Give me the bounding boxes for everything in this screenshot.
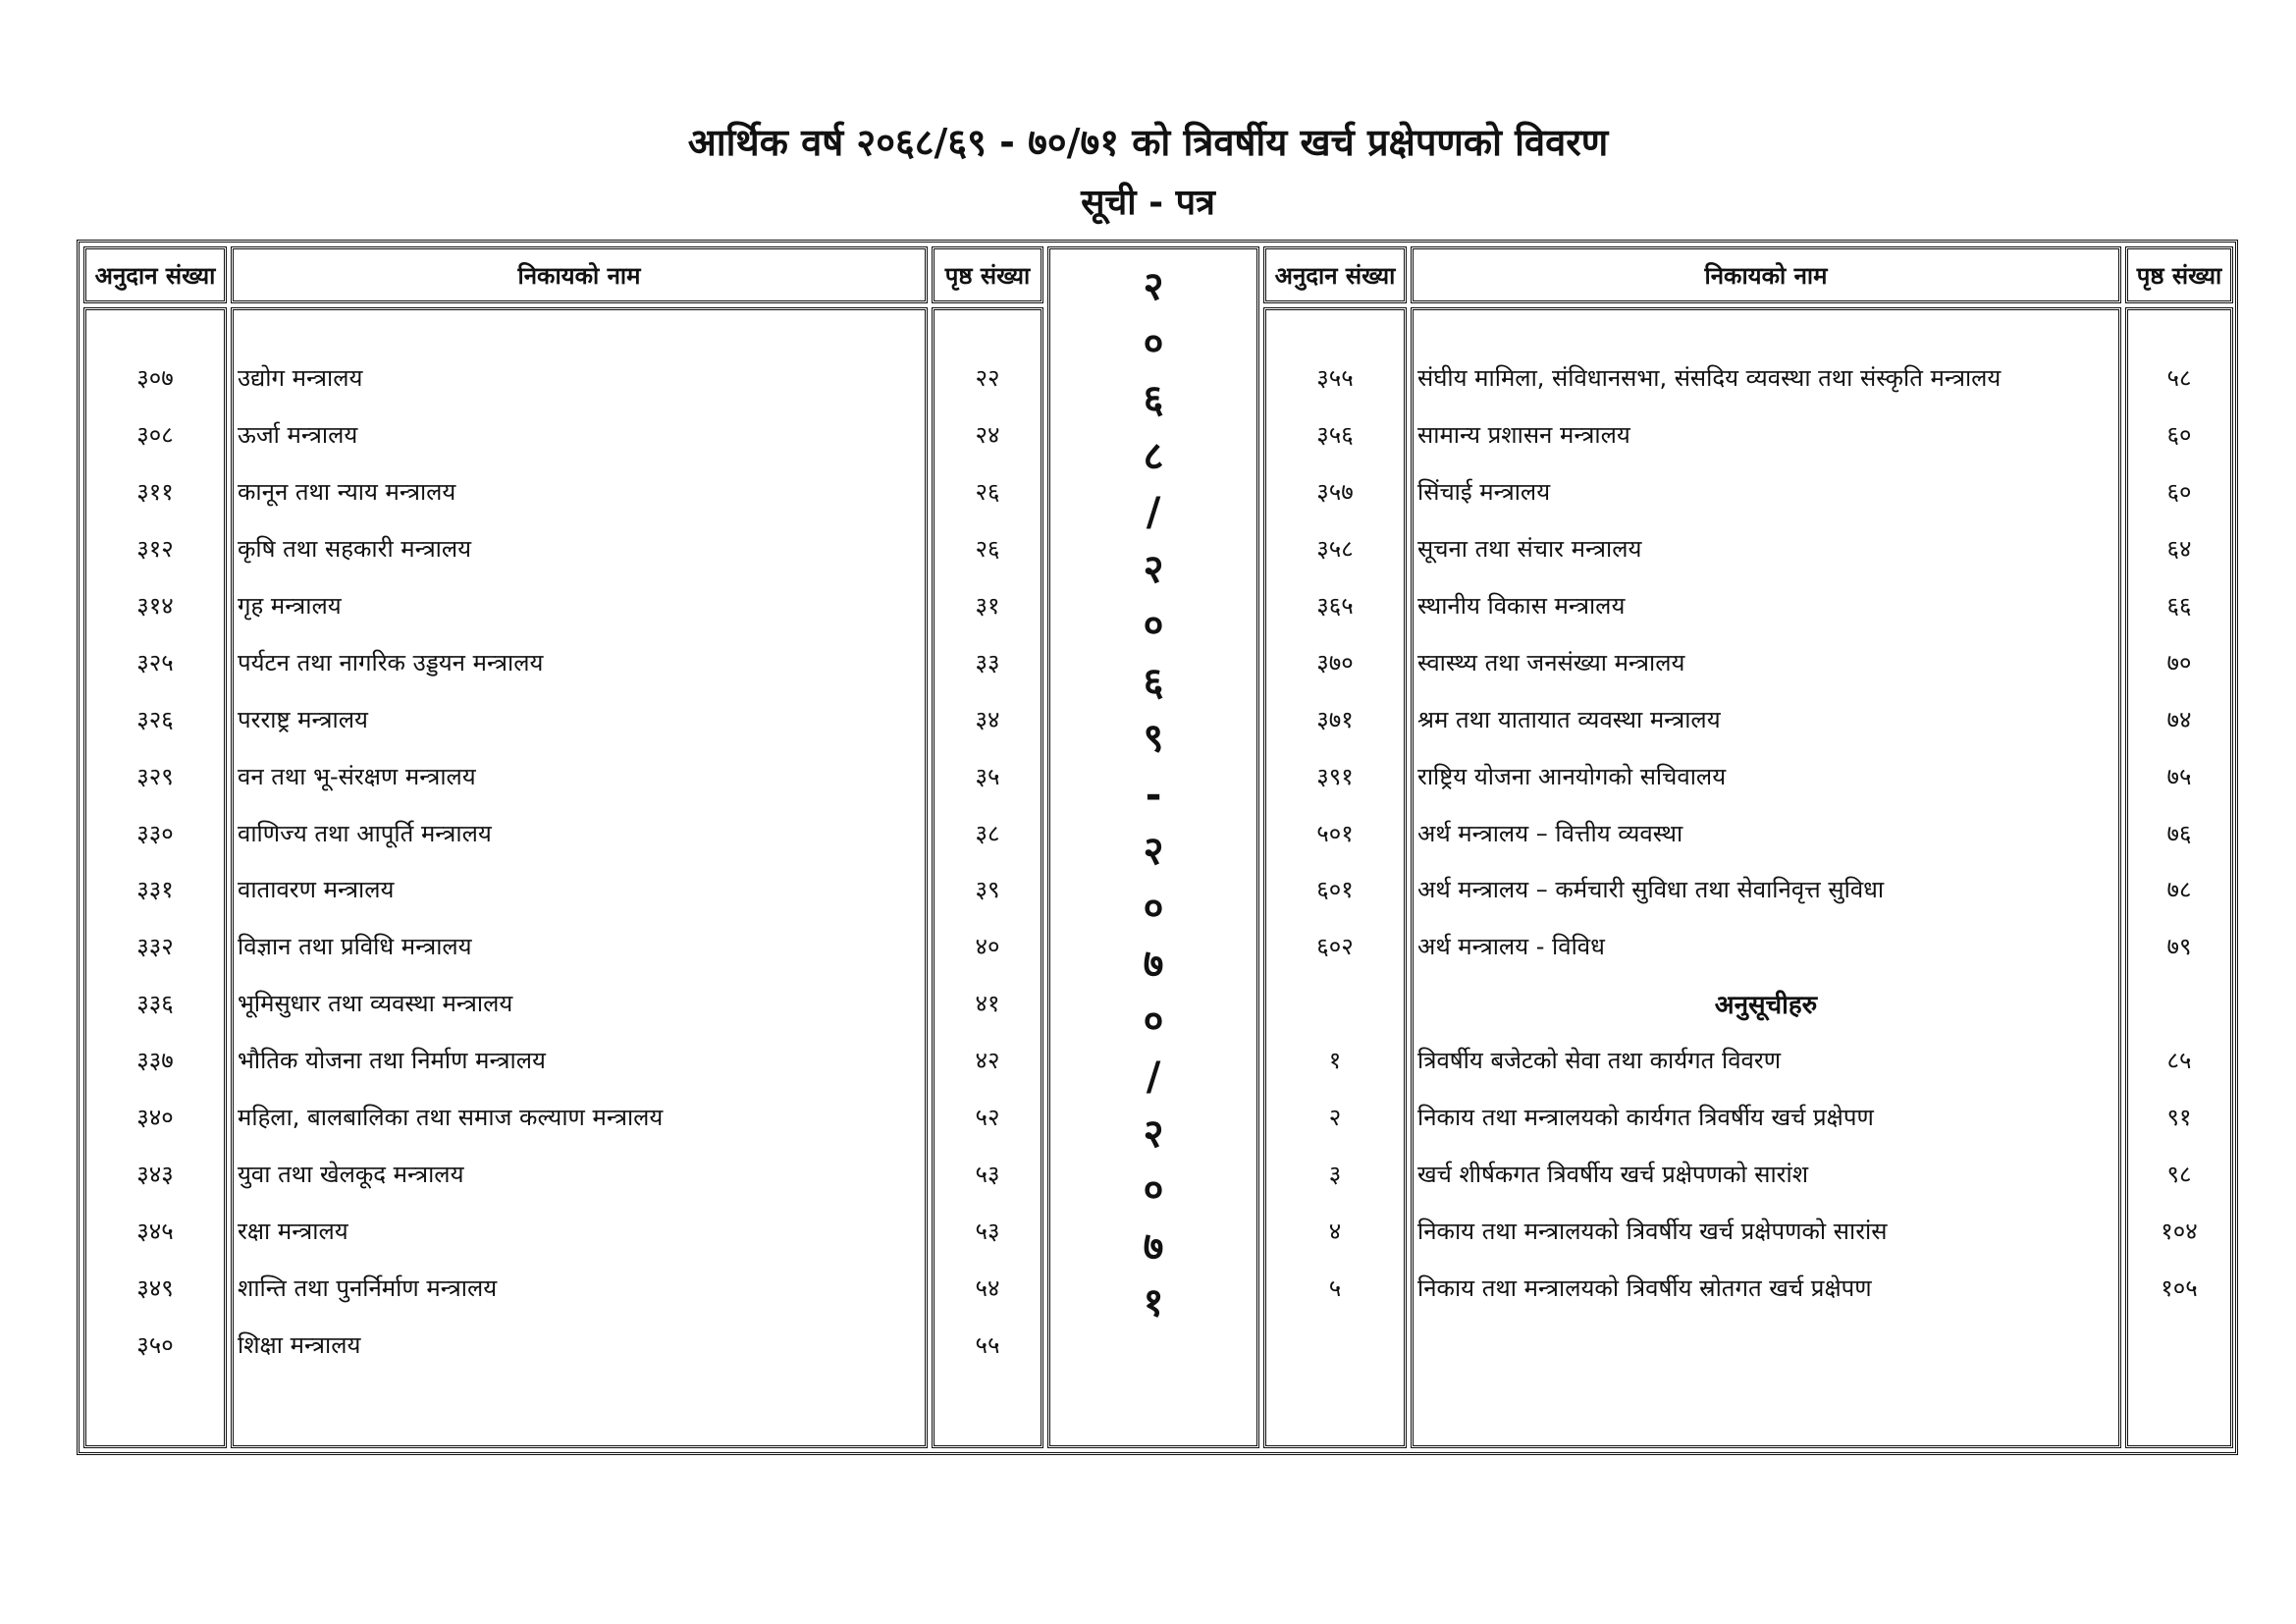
left-agency-name-cell: पर्यटन तथा नागरिक उड्डयन मन्त्रालय (238, 648, 544, 677)
left-agency-name-cell: शिक्षा मन्त्रालय (238, 1330, 361, 1359)
left-agency-name-cell: वातावरण मन्त्रालय (238, 876, 395, 904)
right-agency-name-cell: स्वास्थ्य तथा जनसंख्या मन्त्रालय (1417, 648, 1685, 677)
left-grant-column (83, 307, 227, 1448)
right-grant-cell: ३५७ (1316, 478, 1354, 507)
left-page-cell: ५२ (975, 1104, 1000, 1132)
annex-no-cell: २ (1328, 1104, 1342, 1132)
left-page-cell: ४० (975, 933, 1000, 961)
left-agency-name-cell: वन तथा भू-संरक्षण मन्त्रालय (238, 762, 476, 790)
vertical-char: ० (1143, 1167, 1164, 1213)
left-grant-cell: ३११ (136, 478, 174, 507)
left-grant-cell: ३०८ (136, 421, 174, 450)
index-table (77, 240, 2238, 1455)
left-agency-name-cell: कानून तथा न्याय मन्त्रालय (238, 478, 456, 507)
annex-name-cell: निकाय तथा मन्त्रालयको कार्यगत त्रिवर्षीय खर्च प्रक्षेपण (1417, 1104, 1874, 1132)
annex-name-cell: त्रिवर्षीय बजेटको सेवा तथा कार्यगत विवरण (1417, 1047, 1782, 1075)
vertical-fiscal-year-label (1047, 246, 1259, 1448)
right-grant-cell: ६०१ (1316, 876, 1354, 904)
annex-no-cell: ५ (1328, 1273, 1342, 1302)
right-agency-name-cell: श्रम तथा यातायात व्यवस्था मन्त्रालय (1417, 705, 1721, 733)
annex-no-cell: ३ (1328, 1160, 1342, 1188)
right-agency-name-cell: अर्थ मन्त्रालय – वित्तीय व्यवस्था (1417, 819, 1683, 847)
left-page-cell: ५३ (975, 1217, 1000, 1245)
left-agency-name-cell: वाणिज्य तथा आपूर्ति मन्त्रालय (238, 819, 492, 847)
right-page-cell: ७० (2166, 648, 2192, 677)
left-page-cell: ३१ (975, 592, 1000, 620)
left-grant-cell: ३३२ (136, 933, 174, 961)
vertical-char: ० (1143, 320, 1164, 366)
left-page-cell: २६ (975, 478, 1000, 507)
left-agency-name-cell: रक्षा मन्त्रालय (238, 1217, 348, 1245)
vertical-char: २ (1143, 1110, 1164, 1157)
vertical-char: २ (1143, 546, 1164, 592)
left-grant-cell: ३४९ (136, 1273, 174, 1302)
annex-name-cell: निकाय तथा मन्त्रालयको त्रिवर्षीय स्रोतगत खर्च प्रक्षेपण (1417, 1273, 1872, 1302)
right-grant-cell: ३५५ (1316, 364, 1354, 393)
left-grant-cell: ३१२ (136, 535, 174, 564)
vertical-char: २ (1143, 264, 1164, 309)
left-page-cell: ५५ (975, 1330, 1000, 1359)
right-page-cell: ७९ (2166, 933, 2192, 961)
right-grant-cell: ३६५ (1316, 592, 1354, 620)
left-grant-cell: ३२६ (136, 705, 174, 733)
left-agency-name-cell: गृह मन्त्रालय (238, 592, 342, 620)
right-page-cell: ७४ (2166, 705, 2192, 733)
left-grant-cell: ३४० (136, 1104, 174, 1132)
right-page-cell: ५८ (2166, 364, 2192, 393)
left-page-cell: २४ (975, 421, 1000, 450)
left-page-cell: ३५ (975, 762, 1000, 790)
left-page-cell: ३८ (975, 819, 1000, 847)
left-agency-name-cell: भौतिक योजना तथा निर्माण मन्त्रालय (238, 1047, 546, 1075)
right-grant-cell: ३५६ (1316, 421, 1354, 450)
left-grant-cell: ३३६ (136, 990, 174, 1018)
vertical-char: ६ (1143, 377, 1164, 422)
left-grant-cell: ३४५ (136, 1217, 174, 1245)
left-agency-name-cell: युवा तथा खेलकूद मन्त्रालय (238, 1160, 464, 1188)
left-page-cell: ३९ (975, 876, 1000, 904)
right-agency-name-cell: सूचना तथा संचार मन्त्रालय (1417, 535, 1642, 564)
header-page-no-right: पृष्ठ संख्या (2125, 246, 2233, 303)
annex-spacer (2128, 975, 2230, 1032)
left-grant-cell: ३२९ (136, 762, 174, 790)
vertical-char: ० (1143, 603, 1164, 648)
right-name-column (1411, 307, 2121, 1448)
right-agency-name-cell: सिंचाई मन्त्रालय (1417, 478, 1551, 507)
right-grant-cell: ५०१ (1316, 819, 1354, 847)
annex-page-cell: १०५ (2161, 1273, 2198, 1302)
right-grant-column (1263, 307, 1407, 1448)
vertical-char: १ (1143, 1280, 1164, 1326)
annex-no-cell: ४ (1328, 1217, 1342, 1245)
annex-page-cell: ९८ (2166, 1160, 2192, 1188)
right-grant-cell: ३७० (1316, 648, 1354, 677)
left-agency-name-cell: उद्योग मन्त्रालय (238, 364, 363, 393)
annex-page-cell: ९१ (2166, 1104, 2192, 1132)
right-page-cell: ७५ (2166, 762, 2192, 790)
vertical-char: ७ (1143, 1223, 1164, 1270)
right-page-column (2125, 307, 2233, 1448)
annex-spacer (1266, 975, 1404, 1032)
left-agency-name-cell: कृषि तथा सहकारी मन्त्रालय (238, 535, 472, 564)
left-agency-name-cell: परराष्ट्र मन्त्रालय (238, 705, 368, 733)
right-grant-cell: ३७१ (1316, 705, 1354, 733)
annex-name-cell: खर्च शीर्षकगत त्रिवर्षीय खर्च प्रक्षेपणको सारांश (1417, 1160, 1809, 1188)
annex-page-cell: ८५ (2166, 1047, 2192, 1075)
annex-page-cell: १०४ (2161, 1217, 2198, 1245)
document-title: आर्थिक वर्ष २०६८/६९ - ७०/७१ को त्रिवर्षीय खर्च प्रक्षेपणको विवरण (687, 121, 1609, 164)
left-agency-name-cell: ऊर्जा मन्त्रालय (238, 421, 358, 450)
vertical-char: ७ (1143, 942, 1164, 987)
right-page-cell: ६४ (2166, 535, 2192, 564)
left-page-cell: ४२ (975, 1047, 1000, 1075)
left-grant-cell: ३४३ (136, 1160, 174, 1188)
header-agency-name-right: निकायको नाम (1411, 246, 2121, 303)
header-agency-name-left: निकायको नाम (231, 246, 928, 303)
vertical-char: / (1146, 490, 1161, 535)
annex-heading: अनुसूचीहरु (1714, 990, 1818, 1020)
left-grant-cell: ३०७ (136, 364, 174, 393)
left-agency-name-cell: भूमिसुधार तथा व्यवस्था मन्त्रालय (238, 990, 513, 1018)
left-page-cell: २६ (975, 535, 1000, 564)
vertical-char: ८ (1143, 433, 1164, 479)
left-grant-cell: ३१४ (136, 592, 174, 620)
left-agency-name-cell: शान्ति तथा पुनर्निर्माण मन्त्रालय (238, 1273, 498, 1302)
vertical-char: - (1145, 772, 1162, 818)
right-agency-name-cell: सामान्य प्रशासन मन्त्रालय (1417, 421, 1630, 450)
left-page-column (932, 307, 1043, 1448)
left-page-cell: ५३ (975, 1160, 1000, 1188)
right-page-cell: ६६ (2166, 592, 2192, 620)
left-page-cell: ३४ (975, 705, 1000, 733)
right-agency-name-cell: अर्थ मन्त्रालय – कर्मचारी सुविधा तथा सेवानिवृत्त सुविधा (1417, 876, 1885, 904)
left-page-cell: ५४ (975, 1273, 1000, 1302)
right-page-cell: ६० (2166, 478, 2192, 507)
vertical-char: ० (1143, 885, 1164, 931)
left-page-cell: ३३ (975, 648, 1000, 677)
left-page-cell: ४१ (975, 990, 1000, 1018)
header-grant-no-right: अनुदान संख्या (1263, 246, 1407, 303)
vertical-char: ६ (1143, 659, 1164, 705)
right-grant-cell: ३९१ (1316, 762, 1354, 790)
left-grant-cell: ३२५ (136, 648, 174, 677)
header-grant-no-left: अनुदान संख्या (83, 246, 227, 303)
left-agency-name-cell: विज्ञान तथा प्रविधि मन्त्रालय (238, 933, 472, 961)
vertical-char: २ (1143, 829, 1164, 874)
left-page-cell: २२ (975, 364, 1000, 393)
vertical-char: ० (1143, 998, 1164, 1044)
left-grant-cell: ३३० (136, 819, 174, 847)
right-agency-name-cell: अर्थ मन्त्रालय - विविध (1417, 933, 1605, 961)
right-agency-name-cell: स्थानीय विकास मन्त्रालय (1417, 592, 1626, 620)
right-grant-cell: ६०२ (1316, 933, 1354, 961)
right-grant-cell: ३५८ (1316, 535, 1354, 564)
right-page-cell: ७६ (2166, 819, 2192, 847)
right-agency-name-cell: संघीय मामिला, संविधानसभा, संसदिय व्यवस्था तथा संस्कृति मन्त्रालय (1417, 364, 2002, 393)
annex-no-cell: १ (1328, 1047, 1342, 1075)
left-name-column (231, 307, 928, 1448)
left-grant-cell: ३३७ (136, 1047, 174, 1075)
right-page-cell: ७८ (2166, 876, 2192, 904)
left-agency-name-cell: महिला, बालबालिका तथा समाज कल्याण मन्त्रालय (238, 1104, 664, 1132)
right-page-cell: ६० (2166, 421, 2192, 450)
document-subtitle: सूची - पत्र (1081, 183, 1215, 223)
right-agency-name-cell: राष्ट्रिय योजना आनयोगको सचिवालय (1417, 762, 1727, 790)
annex-name-cell: निकाय तथा मन्त्रालयको त्रिवर्षीय खर्च प्रक्षेपणको सारांस (1417, 1217, 1888, 1245)
vertical-char: / (1146, 1055, 1161, 1100)
left-grant-cell: ३५० (136, 1330, 174, 1359)
vertical-char: ९ (1143, 716, 1164, 761)
header-page-no-left: पृष्ठ संख्या (932, 246, 1043, 303)
left-grant-cell: ३३१ (136, 876, 174, 904)
